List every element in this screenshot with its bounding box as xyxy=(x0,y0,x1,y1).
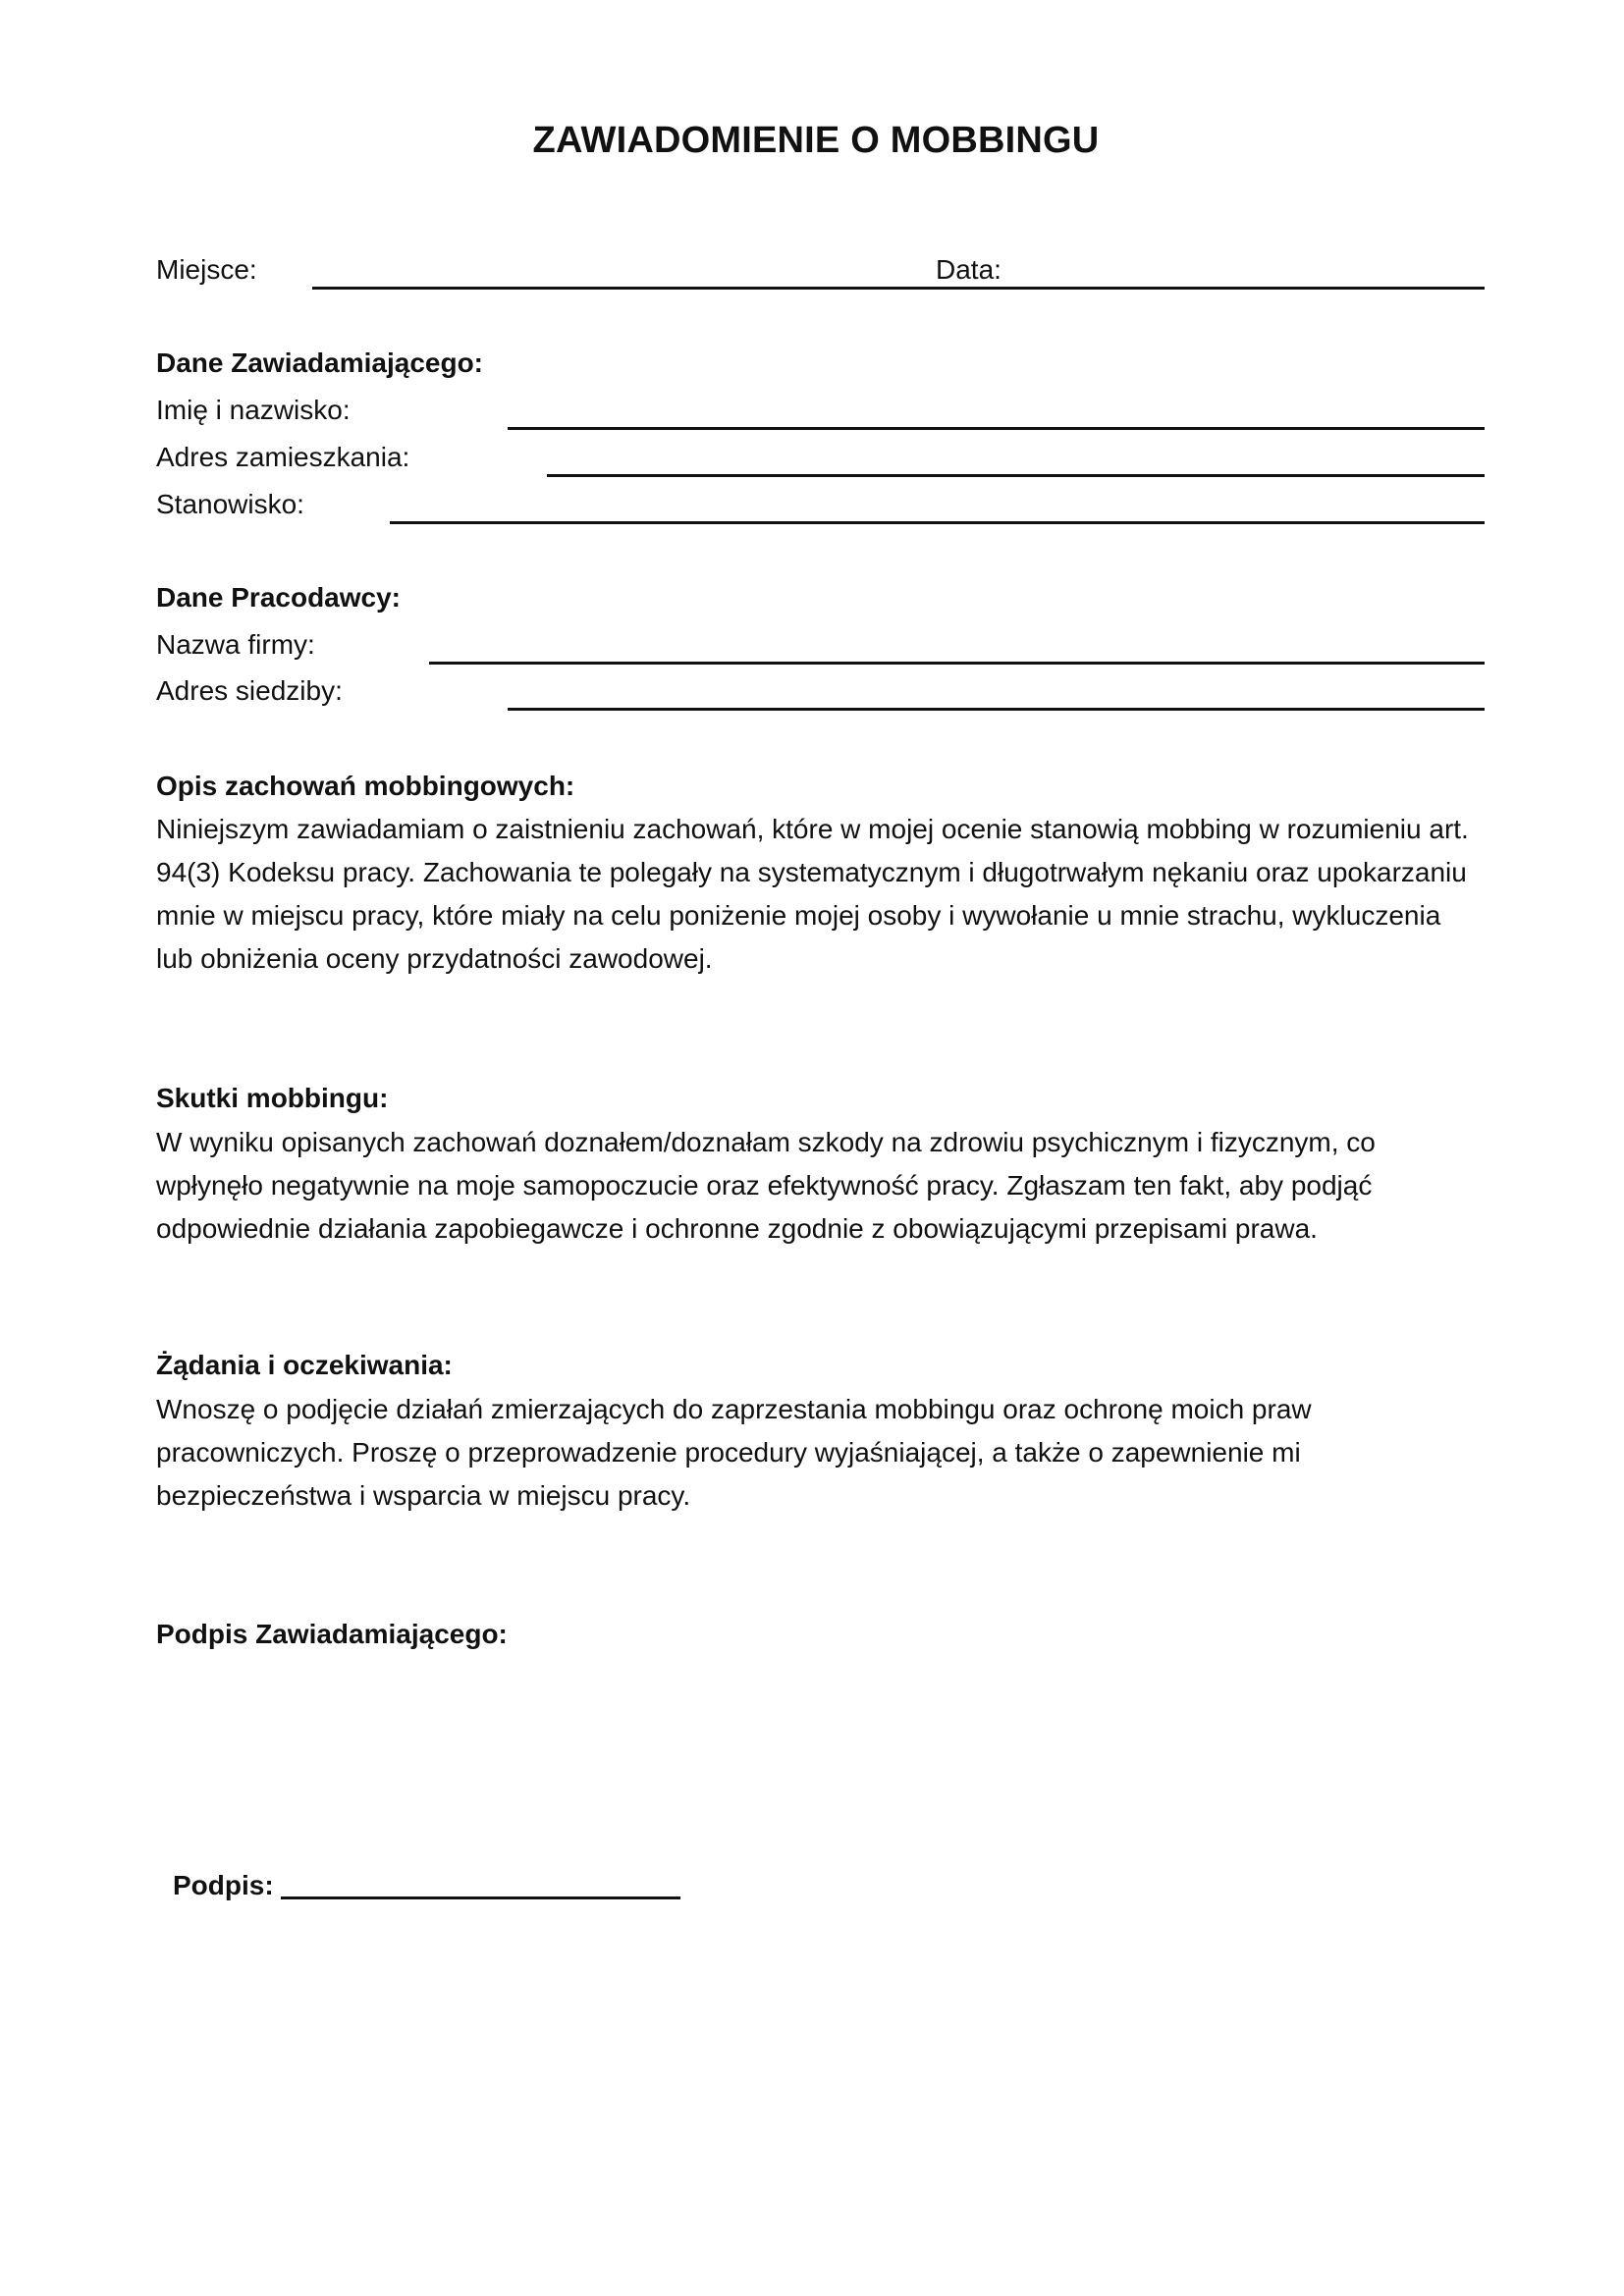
notifier-position-label: Stanowisko: xyxy=(156,489,304,519)
demands-heading: Żądania i oczekiwania: xyxy=(156,1350,453,1380)
document-title: ZAWIADOMIENIE O MOBBINGU xyxy=(532,120,1100,161)
notifier-position-line[interactable] xyxy=(390,521,1485,524)
demands-line: Wnoszę o podjęcie działań zmierzających do zaprzestania mobbingu oraz ochronę moich praw xyxy=(156,1394,1312,1424)
notifier-name-line[interactable] xyxy=(508,427,1485,430)
signature-line[interactable] xyxy=(281,1896,680,1899)
notifier-address-label: Adres zamieszkania: xyxy=(156,442,410,472)
employer-company-line[interactable] xyxy=(429,662,1485,665)
demands-line: pracowniczych. Proszę o przeprowadzenie procedury wyjaśniającej, a także o zapewnienie mi xyxy=(156,1437,1301,1468)
employer-address-line[interactable] xyxy=(508,708,1485,711)
employer-address-label: Adres siedziby: xyxy=(156,675,343,706)
notifier-name-label: Imię i nazwisko: xyxy=(156,395,351,425)
signature-label: Podpis: xyxy=(173,1870,274,1900)
description-line: 94(3) Kodeksu pracy. Zachowania te polegały na systematycznym i długotrwałym nękaniu oraz upokarzaniu xyxy=(156,857,1467,887)
demands-paragraph xyxy=(156,1388,1491,1518)
effects-line: wpłynęło negatywnie na moje samopoczucie oraz efektywność pracy. Zgłaszam ten fakt, aby podjąć xyxy=(156,1170,1373,1201)
description-line: lub obniżenia oceny przydatności zawodowej. xyxy=(156,943,713,974)
effects-heading: Skutki mobbingu: xyxy=(156,1083,389,1113)
demands-line: bezpieczeństwa i wsparcia w miejscu pracy. xyxy=(156,1480,691,1511)
signature-heading: Podpis Zawiadamiającego: xyxy=(156,1619,508,1649)
description-heading: Opis zachowań mobbingowych: xyxy=(156,771,575,801)
description-line: mnie w miejscu pracy, które miały na celu poniżenie mojej osoby i wywołanie u mnie strachu, wykluczenia xyxy=(156,900,1441,931)
place-date-line[interactable] xyxy=(312,287,1485,290)
employer-company-label: Nazwa firmy: xyxy=(156,629,315,660)
description-line: Niniejszym zawiadamiam o zaistnieniu zachowań, które w mojej ocenie stanowią mobbing w rozumieniu art. xyxy=(156,814,1469,844)
place-label: Miejsce: xyxy=(156,254,257,285)
notifier-address-line[interactable] xyxy=(547,474,1485,477)
description-paragraph xyxy=(156,808,1491,981)
effects-paragraph xyxy=(156,1121,1491,1251)
date-label: Data: xyxy=(936,254,1001,285)
notifier-heading: Dane Zawiadamiającego: xyxy=(156,347,484,378)
effects-line: W wyniku opisanych zachowań doznałem/doznałam szkody na zdrowiu psychicznym i fizycznym, co xyxy=(156,1127,1376,1157)
employer-heading: Dane Pracodawcy: xyxy=(156,582,401,613)
effects-line: odpowiednie działania zapobiegawcze i ochronne zgodnie z obowiązującymi przepisami prawa. xyxy=(156,1213,1318,1244)
